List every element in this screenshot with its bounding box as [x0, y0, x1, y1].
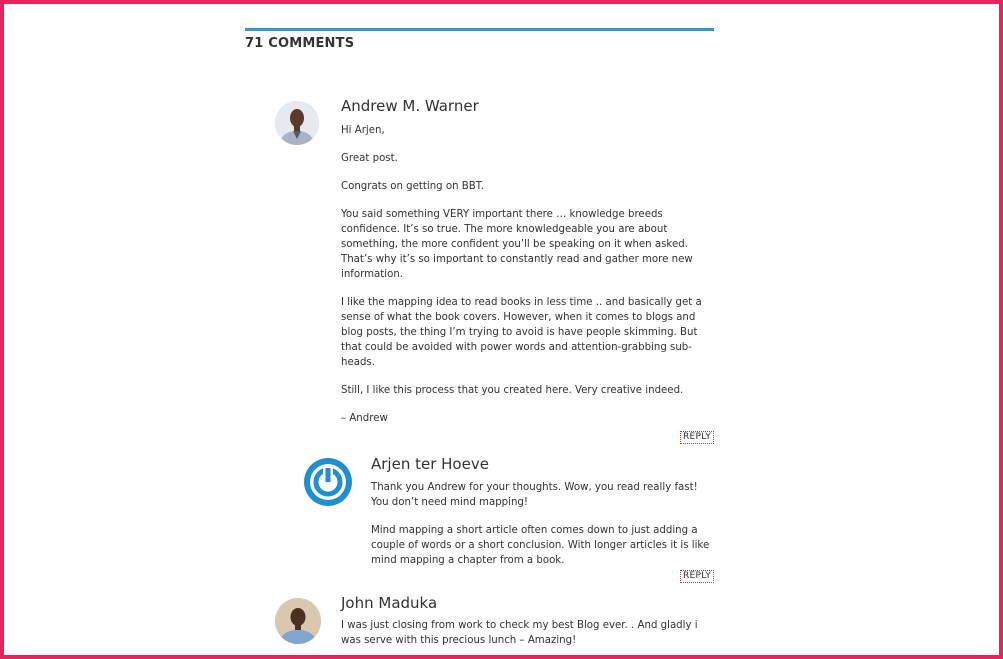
avatar[interactable] [303, 457, 353, 507]
comment-paragraph: You said something VERY important there … knowledge breeds confidence. It’s so true. The more knowledgeable you are about something, the more confident you’ll be speaking on it when asked. That’s why it’s so important to constantly read and gather more new information. [341, 209, 693, 280]
reply-button[interactable]: REPLY [680, 570, 714, 583]
comment-body [341, 618, 713, 659]
comment-author[interactable]: John Maduka [341, 594, 438, 612]
comment-paragraph: – Andrew [341, 413, 388, 424]
comment-body [341, 123, 713, 439]
comment-paragraph: Still, I like this process that you created here. Very creative indeed. [341, 385, 684, 396]
comment-body [371, 480, 714, 581]
comments-count-heading: 71 COMMENTS [245, 36, 355, 51]
avatar[interactable] [275, 598, 321, 644]
comment-paragraph: Great post. [341, 153, 398, 164]
reply-button[interactable]: REPLY [680, 431, 714, 444]
comment-author[interactable]: Arjen ter Hoeve [371, 455, 489, 473]
person-avatar-icon [275, 598, 321, 644]
comment-paragraph: I like the mapping idea to read books in less time .. and basically get a sense of what the book covers. However, when it comes to blogs and blog posts, the thing I’m trying to avoid is have people skimming. But that could be avoided with power words and attention-grabbing sub-heads. [341, 297, 702, 368]
avatar[interactable] [275, 101, 319, 145]
comment-author[interactable]: Andrew M. Warner [341, 97, 479, 115]
comment-paragraph: I was just closing from work to check my best Blog ever. . And gladly i was serve with this precious lunch – Amazing! [341, 620, 698, 646]
comment-paragraph: Thank you Andrew for your thoughts. Wow, you read really fast! You don’t need mind mapping! [371, 482, 698, 508]
power-logo-icon [303, 457, 353, 507]
comment-paragraph: Hi Arjen, [341, 125, 385, 136]
comment-paragraph: Congrats on getting on BBT. [341, 181, 485, 192]
comment-paragraph: Mind mapping a short article often comes down to just adding a couple of words or a short conclusion. With longer articles it is like mind mapping a chapter from a book. [371, 525, 710, 566]
person-avatar-icon [275, 101, 319, 145]
